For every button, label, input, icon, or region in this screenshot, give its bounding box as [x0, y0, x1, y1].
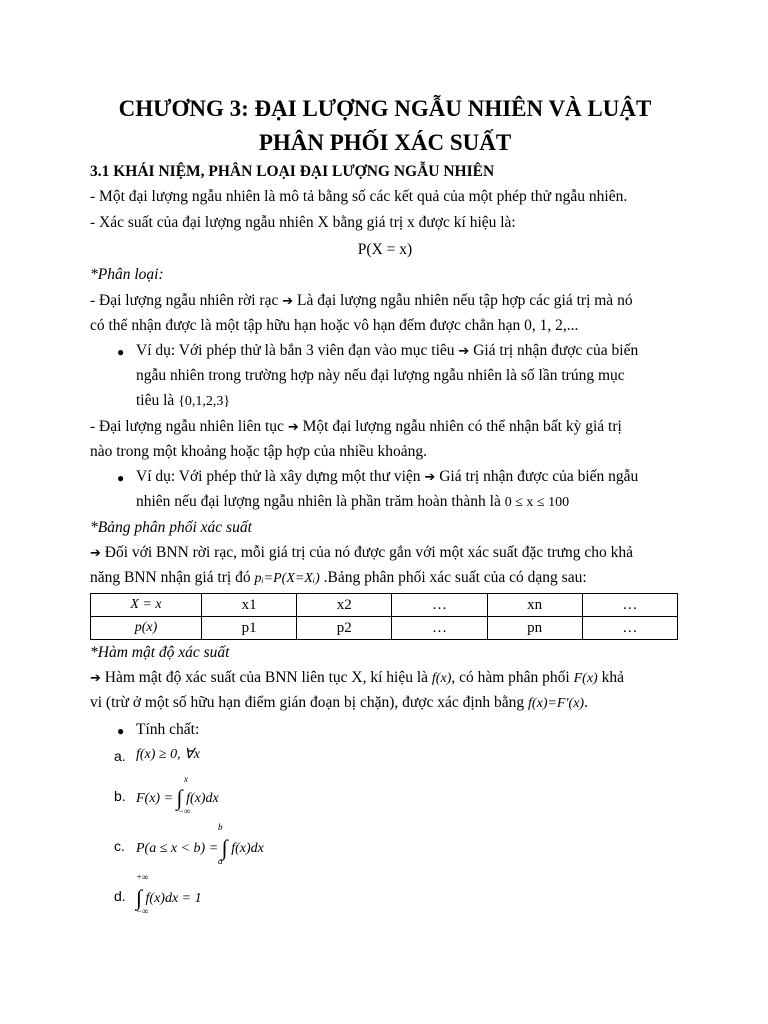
bullet-icon: ●: [117, 724, 125, 738]
arrow-icon: ➔: [458, 344, 470, 359]
table-cell: x1: [202, 594, 297, 617]
table-cell: …: [392, 594, 487, 617]
density-fx: f(x): [431, 671, 452, 686]
property-letter-b: b.: [114, 788, 126, 804]
arrow-icon: ➔: [282, 294, 294, 309]
integral-icon: ∫: [136, 885, 143, 910]
integral-upper-b: x: [184, 774, 188, 784]
arrow-icon: ➔: [287, 420, 299, 435]
property-formula-c: [136, 822, 264, 866]
chapter-title-line1: CHƯƠNG 3: ĐẠI LƯỢNG NGẪU NHIÊN VÀ LUẬT: [118, 96, 652, 121]
formula-d-post: f(x)dx = 1: [142, 891, 202, 906]
example1-text-b: Giá trị nhận được của biến: [469, 342, 639, 359]
arrow-icon: ➔: [90, 671, 101, 686]
bullet-icon: ●: [117, 471, 125, 485]
table-cell: …: [392, 617, 487, 640]
paragraph-probability: - Xác suất của đại lượng ngẫu nhiên X bằng giá trị x được kí hiệu là:: [90, 214, 516, 231]
table-row: [91, 617, 678, 640]
discrete-line2: có thể nhận được là một tập hữu hạn hoặc vô hạn đếm được chẳn hạn 0, 1, 2,...: [90, 317, 579, 334]
example2-line2: [136, 492, 569, 513]
section-heading: 3.1 KHÁI NIỆM, PHÂN LOẠI ĐẠI LƯỢNG NGẪU NHIÊN: [90, 163, 495, 180]
table-intro-line1: [90, 543, 633, 564]
continuous-text-a: - Đại lượng ngẫu nhiên liên tục: [90, 418, 288, 435]
example1-set: {0,1,2,3}: [178, 394, 231, 409]
formula-b-post: f(x)dx: [182, 791, 219, 806]
density-text-c: khả: [597, 669, 624, 686]
properties-label: Tính chất:: [136, 721, 200, 738]
property-formula-b: [136, 774, 219, 816]
property-letter-d: d.: [114, 888, 126, 904]
formula-c-post: f(x)dx: [227, 841, 264, 856]
table-cell: x2: [297, 594, 392, 617]
table-intro-formula: pᵢ=P(X=Xᵢ): [254, 571, 320, 586]
table-cell: …: [582, 617, 677, 640]
discrete-text-a: - Đại lượng ngẫu nhiên rời rạc: [90, 292, 283, 309]
table-cell: p2: [297, 617, 392, 640]
density-line1: [90, 668, 624, 689]
bullet-icon: ●: [117, 345, 125, 359]
property-formula-a: f(x) ≥ 0, ∀x: [136, 747, 200, 762]
integral-lower-d: −∞: [136, 906, 149, 916]
table-cell: p(x): [91, 617, 202, 640]
continuous-line1: [90, 417, 622, 438]
chapter-title-line2: PHÂN PHỐI XÁC SUẤT: [258, 130, 512, 155]
classify-heading: *Phân loại:: [90, 266, 164, 283]
density-text-b: , có hàm phân phối: [451, 669, 574, 686]
integral-upper-c: b: [218, 822, 223, 832]
table-row: [91, 594, 678, 617]
example2-range: 0 ≤ x ≤ 100: [504, 495, 570, 510]
table-intro-line2: [90, 568, 587, 589]
paragraph-definition: - Một đại lượng ngẫu nhiên là mô tả bằng số các kết quả của một phép thử ngẫu nhiên.: [90, 188, 628, 205]
example1-line1: [136, 341, 638, 362]
integral-upper-d: +∞: [136, 872, 149, 882]
table-cell: xn: [487, 594, 582, 617]
example1-line3: [136, 391, 230, 412]
formula-c-pre: P(a ≤ x < b) =: [136, 841, 222, 856]
integral-lower-c: a: [218, 856, 223, 866]
density-text-e: .: [584, 694, 588, 711]
table-intro-text-c: .Bảng phân phối xác suất của có dạng sau:: [319, 569, 587, 586]
table-cell: pn: [487, 617, 582, 640]
example2-line1: [136, 467, 638, 488]
integral-icon: ∫: [221, 835, 228, 860]
formula-px: P(X = x): [357, 241, 413, 258]
distribution-table: [90, 593, 678, 640]
table-heading: *Bảng phân phối xác suất: [90, 519, 252, 536]
table-cell: …: [582, 594, 677, 617]
table-intro-text-b: năng BNN nhận giá trị đó: [90, 569, 255, 586]
continuous-line2: nào trong một khoảng hoặc tập hợp của nhiều khoảng.: [90, 443, 428, 460]
property-letter-a: a.: [114, 748, 126, 764]
example2-text-b: Giá trị nhận được của biến ngẫu: [435, 468, 639, 485]
example1-line2: ngẫu nhiên trong trường hợp này nếu đại lượng ngẫu nhiên là số lần trúng mục: [136, 367, 625, 384]
integral-lower-b: −∞: [178, 806, 191, 816]
density-Fx: F(x): [573, 671, 598, 686]
property-letter-c: c.: [114, 838, 125, 854]
integral-icon: ∫: [176, 785, 183, 810]
density-line2: [90, 693, 588, 714]
example2-text-a: Ví dụ: Với phép thử là xây dựng một thư viện: [136, 468, 425, 485]
density-text-d: vi (trừ ở một số hữu hạn điểm gián đoạn bị chặn), được xác định bằng: [90, 694, 529, 711]
property-formula-d: [136, 872, 202, 916]
discrete-line1: [90, 291, 633, 312]
arrow-icon: ➔: [90, 546, 101, 561]
density-formula: f(x)=F′(x): [528, 696, 585, 711]
discrete-text-b: Là đại lượng ngẫu nhiên nếu tập hợp các giá trị mà nó: [293, 292, 633, 309]
example1-text-a: Ví dụ: Với phép thử là bắn 3 viên đạn vào mục tiêu: [136, 342, 459, 359]
arrow-icon: ➔: [424, 470, 436, 485]
example1-text-d: tiêu là: [136, 392, 179, 409]
density-text-a: Hàm mật độ xác suất của BNN liên tục X, kí hiệu là: [100, 669, 432, 686]
continuous-text-b: Một đại lượng ngẫu nhiên có thể nhận bất kỳ giá trị: [298, 418, 622, 435]
density-heading: *Hàm mật độ xác suất: [90, 644, 230, 661]
table-intro-text-a: Đối với BNN rời rạc, mỗi giá trị của nó được gắn với một xác suất đặc trưng cho khả: [100, 544, 634, 561]
formula-b-pre: F(x) =: [136, 791, 177, 806]
example2-text-c: nhiên nếu đại lượng ngẫu nhiên là phần trăm hoàn thành là: [136, 493, 505, 510]
table-cell: X = x: [91, 594, 202, 617]
table-cell: p1: [202, 617, 297, 640]
